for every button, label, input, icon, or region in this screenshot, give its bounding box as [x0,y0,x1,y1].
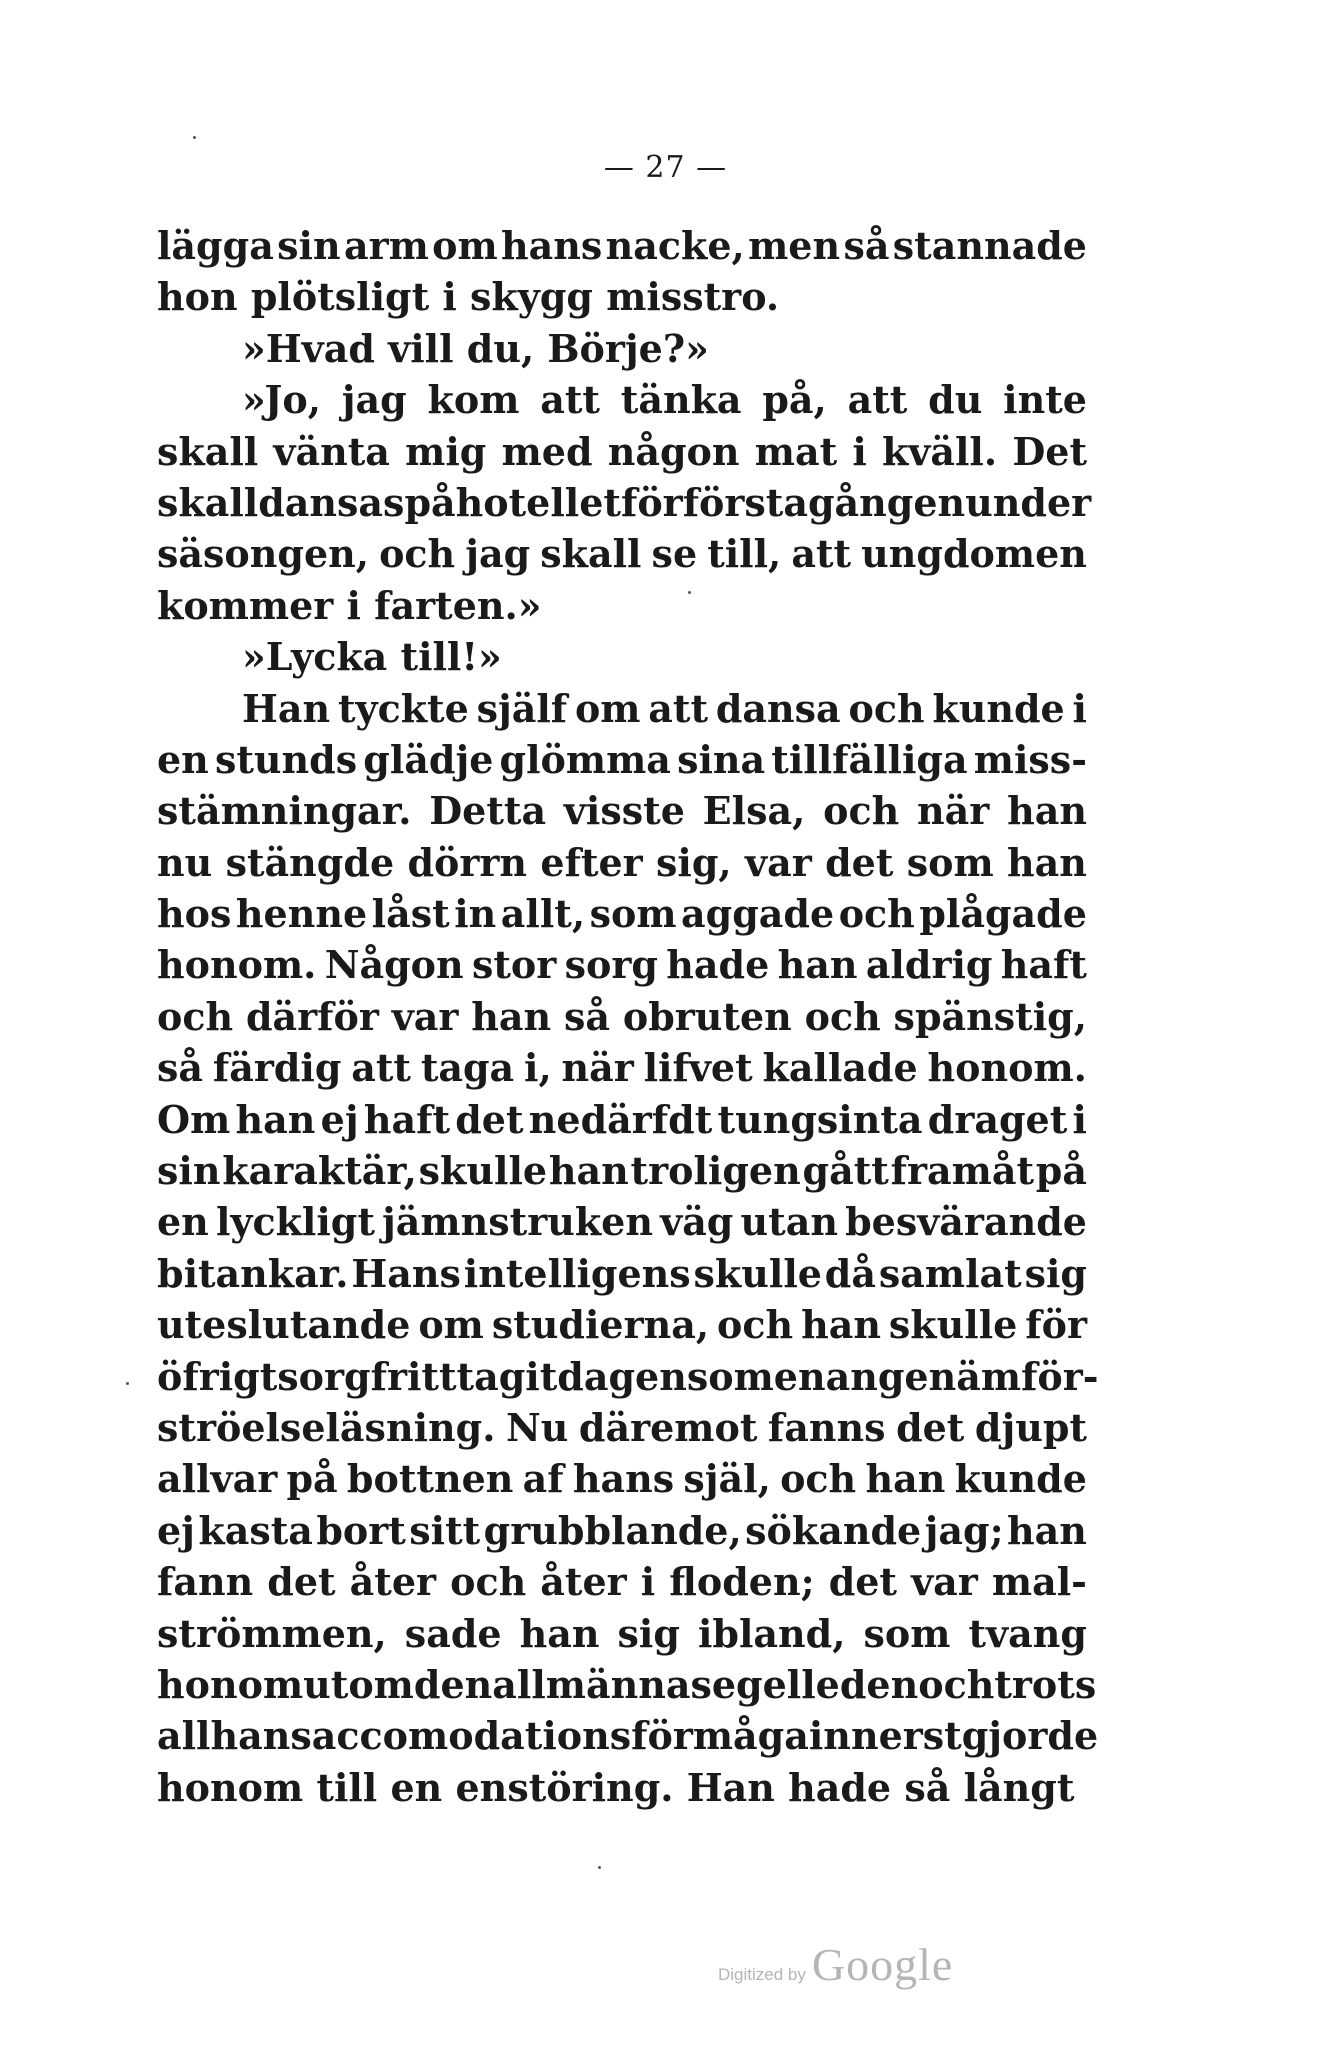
text-line: allvar på bottnen af hans själ, och han kunde [157,1456,1087,1502]
text-line: hos henne låst in allt, som aggade och plågade [157,891,1087,937]
scan-speck [598,1866,601,1869]
text-line: Han tyckte själf om att dansa och kunde i [242,685,1087,731]
text-line: all hans accomodationsförmåga innerst gjorde [157,1713,1099,1759]
text-line: skall dansas på hotellet för första gången under [157,479,1092,525]
text-line: skall vänta mig med någon mat i kväll. Det [157,428,1087,474]
text-line: honom. Någon stor sorg hade han aldrig haft [157,942,1087,988]
text-line: en lyckligt jämnstruken väg utan besvärande [157,1199,1087,1245]
text-line: strömmen, sade han sig ibland, som tvang [157,1610,1087,1656]
text-line: »Jo, jag kom att tänka på, att du inte [242,377,1087,423]
text-line: honom till en enstöring. Han hade så långt [157,1764,1075,1810]
text-line: »Hvad vill du, Börje?» [242,325,709,371]
text-line: sin karaktär, skulle han troligen gått framåt på [157,1148,1087,1194]
text-line: uteslutande om studierna, och han skulle för [157,1302,1087,1348]
text-line: så färdig att taga i, när lifvet kallade honom. [157,1045,1087,1091]
text-line: »Lycka till!» [242,634,502,680]
scan-speck [688,591,691,594]
text-line: honom utom den allmänna segelleden och trots [157,1661,1097,1707]
page-number: — 27 — [603,150,728,185]
watermark-prefix: Digitized by [718,1965,806,1984]
scan-speck [126,1382,129,1385]
text-line: Om han ej haft det nedärfdt tungsinta draget i [157,1096,1087,1142]
text-line: bitankar. Hans intelligens skulle då samlat sig [157,1250,1087,1296]
text-line: öfrigt sorgfritt tagit dagen som en angenäm för- [157,1353,1099,1399]
text-line: säsongen, och jag skall se till, att ungdomen [157,531,1087,577]
text-line: stämningar. Detta visste Elsa, och när han [157,788,1087,834]
text-line: fann det åter och åter i floden; det var mal- [157,1559,1087,1605]
text-line: nu stängde dörrn efter sig, var det som han [157,839,1087,885]
text-line: och därför var han så obruten och spänstig, [157,993,1087,1039]
text-line: ej kasta bort sitt grubblande, sökande jag; han [157,1507,1087,1553]
text-line: kommer i farten.» [157,582,542,628]
watermark-brand: Google [811,1939,954,1990]
text-line: hon plötsligt i skygg misstro. [157,274,780,320]
text-line: lägga sin arm om hans nacke, men så stannade [157,223,1087,268]
body-text [157,220,1099,1813]
scan-speck [193,136,196,139]
text-line: en stunds glädje glömma sina tillfälliga miss- [157,736,1087,782]
text-line: ströelseläsning. Nu däremot fanns det djupt [157,1404,1087,1450]
digitized-by-google-watermark [718,1938,953,1991]
